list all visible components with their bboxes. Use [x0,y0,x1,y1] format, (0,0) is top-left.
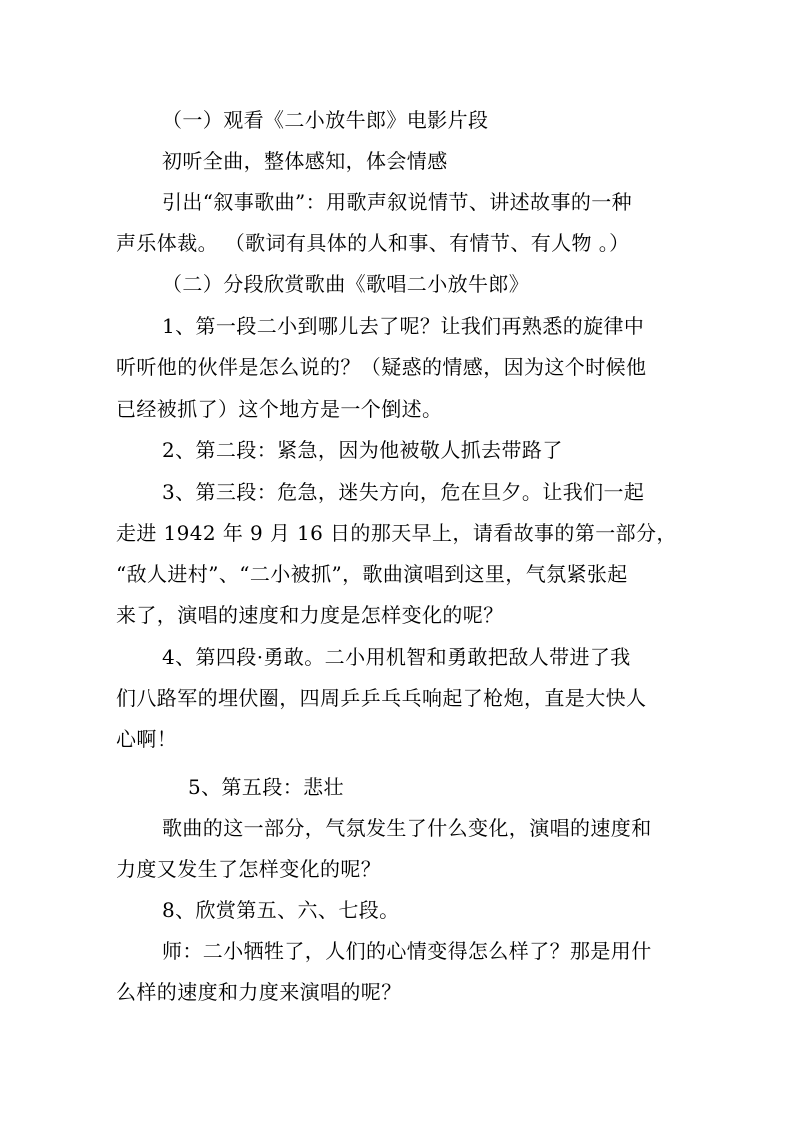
paragraph-line: 们八路军的埋伏圈，四周乒乒乓乓响起了枪炮，直是大快人 [116,686,647,710]
paragraph-line: 3、第三段：危急，迷失方向，危在旦夕。让我们一起 [162,480,645,504]
paragraph-line: 走进 1942 年 9 月 16 日的那天早上，请看故事的第一部分， [116,521,677,545]
paragraph-line: 声乐体裁。 （歌词有具体的人和事、有情节、有人物 。） [116,231,630,255]
paragraph-line: 8、欣赏第五、六、七段。 [162,898,400,922]
paragraph-line: 来了，演唱的速度和力度是怎样变化的呢？ [116,603,504,627]
paragraph-line: 听听他的伙伴是怎么说的？（疑惑的情感，因为这个时候他 [116,355,647,379]
section-heading-1: （一）观看《二小放牛郎》电影片段 [162,108,489,132]
paragraph-line: 1、第一段二小到哪儿去了呢？让我们再熟悉的旋律中 [162,314,645,338]
paragraph-line: 师：二小牺牲了，人们的心情变得怎么样了？那是用什 [162,939,652,963]
paragraph-line: 2、第二段：紧急，因为他被敬人抓去带路了 [162,438,563,462]
paragraph-line: 已经被抓了）这个地方是一个倒述。 [116,397,443,421]
paragraph-line: “敌人进村”、“二小被抓”，歌曲演唱到这里，气氛紧张起 [116,562,628,586]
paragraph-line: 歌曲的这一部分，气氛发生了什么变化，演唱的速度和 [162,816,652,840]
paragraph-line: 力度又发生了怎样变化的呢？ [116,857,382,881]
paragraph-line: 心啊！ [116,727,178,751]
paragraph-line: 引出“叙事歌曲”：用歌声叙说情节、讲述故事的一种 [162,190,633,214]
paragraph-line: 么样的速度和力度来演唱的呢？ [116,980,402,1004]
paragraph-line: 4、第四段·勇敢。二小用机智和勇敢把敌人带进了我 [162,645,631,669]
paragraph-line: 初听全曲，整体感知，体会情感 [162,149,448,173]
section-heading-2: （二）分段欣赏歌曲《歌唱二小放牛郎》 [162,272,530,296]
paragraph-line: 5、第五段：悲壮 [188,775,344,799]
